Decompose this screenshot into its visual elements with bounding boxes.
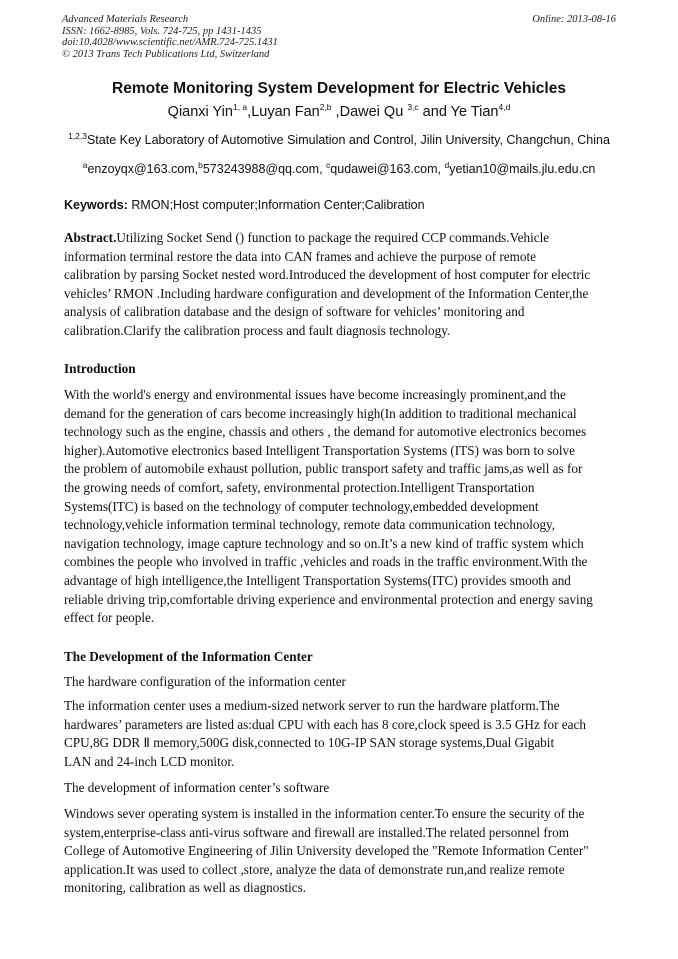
author-sup: 2,b — [319, 102, 332, 112]
para-line: CPU,8G DDR Ⅱ memory,500G disk,connected to 10G-IP SAN storage systems,Dual Gigabit — [64, 735, 555, 751]
author-name: Dawei Qu — [339, 103, 408, 120]
para-line: The information center uses a medium-sized network server to run the hardware platform.The — [64, 698, 560, 713]
affiliation — [0, 131, 678, 147]
journal-name: Advanced Materials Research — [62, 14, 189, 25]
abstract-line: Abstract.Utilizing Socket Send () function to package the required CCP commands.Vehicle — [64, 230, 550, 245]
author-name: Qianxi Yin — [167, 103, 233, 120]
abstract — [64, 229, 614, 341]
author-sup: 1, a — [232, 102, 248, 112]
intro-line: higher).Automotive electronics based Intelligent Transportation Systems (ITS) was born to solve — [64, 442, 575, 458]
author-list — [0, 102, 678, 120]
issn-line: ISSN: 1662-8985, Vols. 724-725, pp 1431-1435 — [62, 25, 262, 37]
author-name: Ye Tian — [450, 103, 499, 120]
email-address[interactable]: enzoyqx@163.com, — [87, 162, 199, 177]
abstract-line: vehicles’ RMON .Including hardware configuration and development of the Information Center,the — [64, 285, 589, 301]
hardware-paragraph — [64, 697, 614, 771]
intro-line: With the world's energy and environmental issues have become increasingly prominent,and the — [64, 387, 566, 402]
email-address[interactable]: qudawei@163.com, — [330, 162, 445, 177]
email-sup: b — [198, 160, 203, 170]
intro-line: reliable driving trip,comfortable driving experience and environmental protection and energy saving — [64, 591, 593, 607]
software-paragraph — [64, 805, 614, 898]
intro-line: Systems(ITC) is based on the technology of computer technology,embedded development — [64, 498, 539, 514]
intro-line: combines the people who involved in traffic ,vehicles and roads in the traffic environment.With the — [64, 554, 588, 570]
email-sup: a — [82, 160, 88, 170]
para-line: Windows sever operating system is installed in the information center.To ensure the security of the — [64, 806, 585, 821]
author-sup: 4,d — [498, 102, 511, 112]
author-sep: , — [247, 103, 252, 120]
email-address[interactable]: 573243988@qq.com, — [202, 162, 327, 177]
abstract-line: calibration by parsing Socket nested word.Introduced the development of host computer for electric — [64, 267, 591, 283]
para-line: monitoring, calibration as well as diagnostics. — [64, 880, 307, 896]
affiliation-sup: 1,2,3 — [68, 131, 87, 141]
intro-line: effect for people. — [64, 610, 155, 626]
para-line: LAN and 24-inch LCD monitor. — [64, 753, 235, 769]
para-line: College of Automotive Engineering of Jilin University developed the "Remote Information Center" — [64, 843, 589, 859]
introduction-body — [64, 386, 614, 628]
email-address[interactable]: yetian10@mails.jlu.edu.cn — [449, 162, 596, 177]
intro-line: technology,vehicle information terminal technology, remote data communication technology, — [64, 517, 556, 533]
doi-line: doi:10.4028/www.scientific.net/AMR.724-725.1431 — [62, 37, 278, 48]
para-line: system,enterprise-class anti-virus software and firewall are installed.The related personnel from — [64, 824, 569, 840]
para-line: hardwares’ parameters are listed as:dual CPU with each has 8 core,clock speed is 3.5 GHz for each — [64, 716, 586, 732]
introduction-heading: Introduction — [64, 361, 136, 376]
abstract-line: information terminal restore the data into CAN frames and achieve the purpose of remote — [64, 248, 537, 264]
author-sup: 3,c — [407, 102, 419, 112]
intro-line: navigation technology, image capture technology and so on.It’s a new kind of traffic system which — [64, 535, 584, 551]
author-sep: and — [418, 103, 451, 120]
keywords-label: Keywords: — [64, 198, 128, 212]
copyright-line: © 2013 Trans Tech Publications Ltd, Switzerland — [62, 48, 270, 60]
intro-line: technology such as the engine, chassis and others , the demand for automotive electronics becomes — [64, 424, 587, 440]
section-heading: The Development of the Information Center — [64, 649, 313, 664]
paper-title: Remote Monitoring System Development for Electric Vehicles — [112, 80, 566, 97]
subsection-title: The hardware configuration of the information center — [64, 674, 346, 689]
email-sup: c — [326, 160, 331, 170]
online-date: Online: 2013-08-16 — [532, 14, 616, 25]
subsection-title: The development of information center’s software — [64, 780, 330, 795]
intro-line: demand for the generation of cars become increasingly high(In addition to traditional mechanical — [64, 405, 577, 421]
author-sep: , — [331, 103, 340, 120]
abstract-line: analysis of calibration database and the design of software for vehicles’ monitoring and — [64, 304, 525, 320]
affiliation-text: State Key Laboratory of Automotive Simulation and Control, Jilin University, Changchun, China — [86, 133, 610, 148]
email-list — [0, 160, 678, 176]
keywords — [64, 198, 624, 212]
email-sup: d — [444, 160, 450, 170]
intro-line: the growing needs of comfort, safety, environmental protection.Intelligent Transportation — [64, 479, 535, 495]
abstract-line: calibration.Clarify the calibration process and fault diagnosis technology. — [64, 322, 451, 338]
intro-line: advantage of high intelligence,the Intelligent Transportation Systems(ITC) provides smooth and — [64, 572, 571, 588]
author-name: Luyan Fan — [251, 103, 320, 120]
keywords-text: RMON;Host computer;Information Center;Calibration — [127, 198, 425, 212]
abstract-label: Abstract. — [64, 230, 117, 245]
para-line: application.It was used to collect ,store, analyze the data of demonstrate run,and realize remote — [64, 861, 565, 877]
intro-line: the problem of automobile exhaust pollution, public transport safety and traffic jams,as well as for — [64, 461, 583, 477]
